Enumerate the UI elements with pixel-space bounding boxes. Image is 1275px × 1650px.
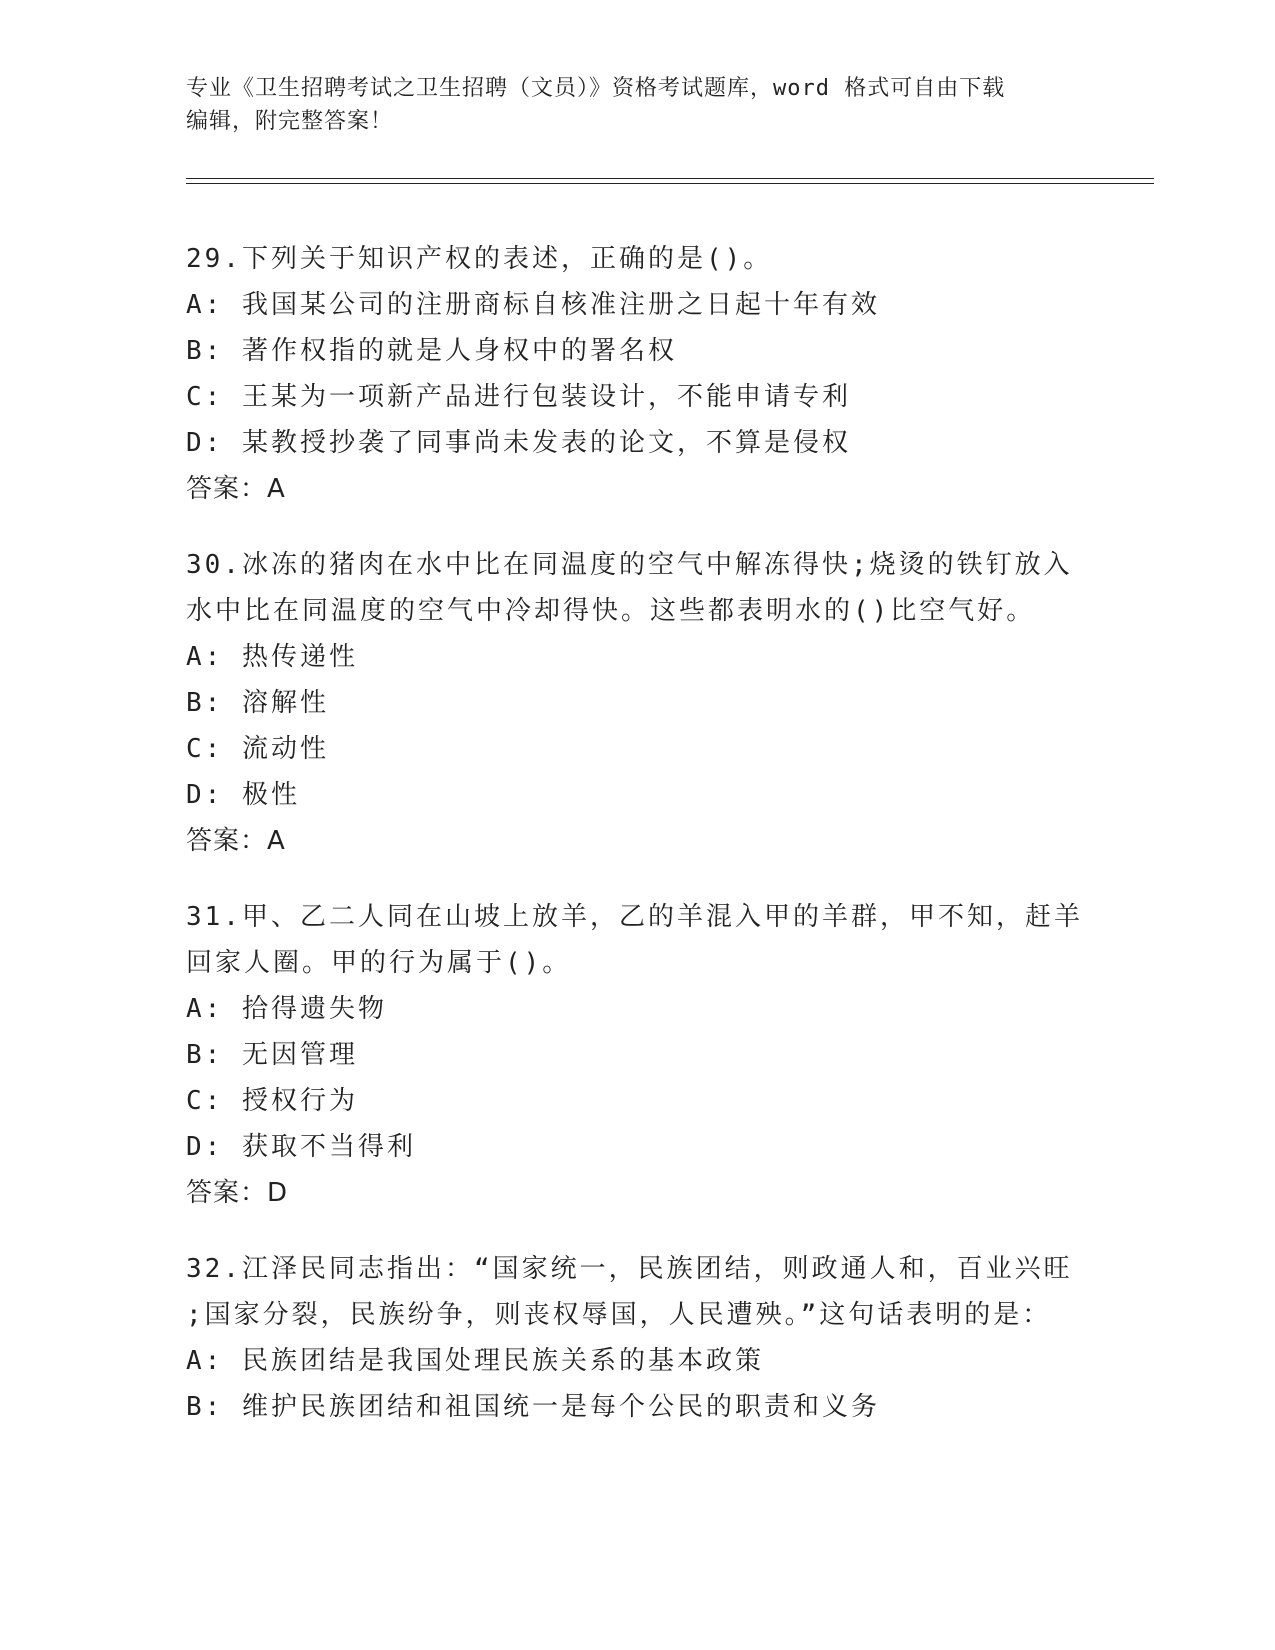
question-30 (186, 542, 1086, 864)
question-29 (186, 236, 1086, 512)
header-line-2: 编辑，附完整答案！ (186, 109, 394, 134)
question-32 (186, 1246, 1086, 1430)
option-b: B: 无因管理 (186, 1040, 358, 1070)
option-c: C: 授权行为 (186, 1086, 358, 1116)
header-divider-bottom (186, 183, 1154, 184)
option-b: B: 著作权指的就是人身权中的署名权 (186, 336, 677, 366)
question-31 (186, 894, 1086, 1216)
question-stem: 29.下列关于知识产权的表述，正确的是()。 (186, 244, 773, 274)
question-stem-line-1: 32.江泽民同志指出：“国家统一，民族团结，则政通人和，百业兴旺 (186, 1254, 1073, 1284)
option-c: C: 流动性 (186, 734, 329, 764)
question-stem-line-1: 30.冰冻的猪肉在水中比在同温度的空气中解冻得快;烧烫的铁钉放入 (186, 550, 1073, 580)
answer: 答案：A (186, 826, 286, 856)
question-stem-line-2: 水中比在同温度的空气中冷却得快。这些都表明水的()比空气好。 (186, 596, 1036, 626)
option-c: C: 王某为一项新产品进行包装设计，不能申请专利 (186, 382, 851, 412)
question-list (186, 236, 1086, 1460)
header-divider-top (186, 178, 1154, 179)
option-d: D: 获取不当得利 (186, 1132, 416, 1162)
option-a: A: 民族团结是我国处理民族关系的基本政策 (186, 1346, 764, 1376)
question-stem-line-2: ;国家分裂，民族纷争，则丧权辱国，人民遭殃。”这句话表明的是： (186, 1300, 1052, 1330)
option-a: A: 拾得遗失物 (186, 994, 387, 1024)
option-b: B: 维护民族团结和祖国统一是每个公民的职责和义务 (186, 1392, 880, 1422)
document-header (186, 72, 1086, 138)
option-d: D: 极性 (186, 780, 300, 810)
header-line-1: 专业《卫生招聘考试之卫生招聘（文员）》资格考试题库，word 格式可自由下载 (186, 76, 1006, 101)
answer: 答案：A (186, 474, 286, 504)
option-b: B: 溶解性 (186, 688, 329, 718)
question-stem-line-1: 31.甲、乙二人同在山坡上放羊，乙的羊混入甲的羊群，甲不知，赶羊 (186, 902, 1083, 932)
option-a: A: 我国某公司的注册商标自核准注册之日起十年有效 (186, 290, 880, 320)
question-stem-line-2: 回家人圈。甲的行为属于()。 (186, 948, 572, 978)
option-d: D: 某教授抄袭了同事尚未发表的论文，不算是侵权 (186, 428, 851, 458)
answer: 答案：D (186, 1178, 289, 1208)
option-a: A: 热传递性 (186, 642, 358, 672)
